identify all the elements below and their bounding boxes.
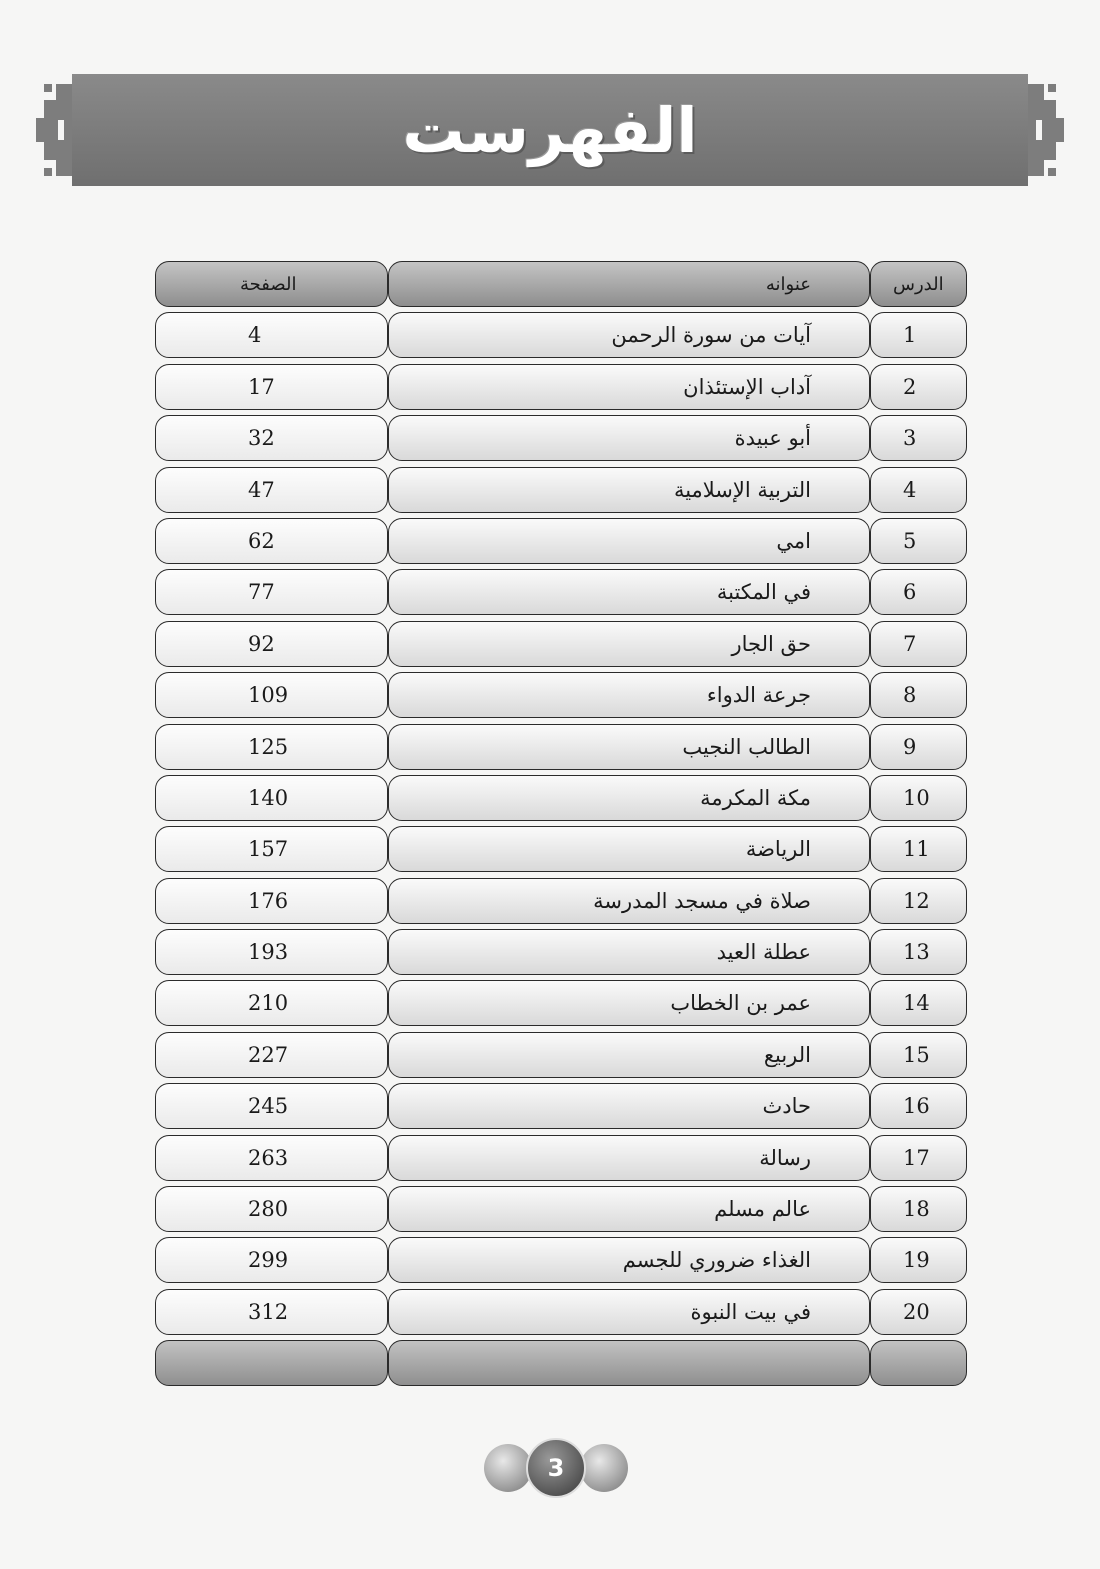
page-cell: 176	[155, 878, 388, 924]
table-row	[155, 1287, 967, 1338]
lesson-cell: 10	[870, 775, 967, 821]
page-cell: 210	[155, 980, 388, 1026]
lesson-cell: 18	[870, 1186, 967, 1232]
lesson-cell: 5	[870, 518, 967, 564]
lesson-cell: 17	[870, 1135, 967, 1181]
page-cell: 299	[155, 1237, 388, 1283]
lesson-cell: 15	[870, 1032, 967, 1078]
lesson-cell: 12	[870, 878, 967, 924]
header-page: الصفحة	[155, 261, 388, 307]
table-row	[155, 465, 967, 516]
title-cell: آيات من سورة الرحمن	[388, 312, 870, 358]
title-cell: حادث	[388, 1083, 870, 1129]
table-footer-row	[155, 1338, 967, 1389]
title-cell: في بيت النبوة	[388, 1289, 870, 1335]
page-cell: 263	[155, 1135, 388, 1181]
lesson-cell: 9	[870, 724, 967, 770]
page-cell: 92	[155, 621, 388, 667]
title-cell: امي	[388, 518, 870, 564]
title-cell: جرعة الدواء	[388, 672, 870, 718]
page-cell: 227	[155, 1032, 388, 1078]
table-row	[155, 670, 967, 721]
page-title: الفهرست	[402, 93, 698, 167]
title-cell: عالم مسلم	[388, 1186, 870, 1232]
lesson-cell: 2	[870, 364, 967, 410]
title-cell: آداب الإستئذان	[388, 364, 870, 410]
table-row	[155, 1235, 967, 1286]
title-cell: رسالة	[388, 1135, 870, 1181]
lesson-cell: 13	[870, 929, 967, 975]
page-cell: 157	[155, 826, 388, 872]
table-row	[155, 773, 967, 824]
footer-cell	[155, 1340, 388, 1386]
lesson-cell: 6	[870, 569, 967, 615]
footer-cell	[870, 1340, 967, 1386]
table-row	[155, 1030, 967, 1081]
title-cell: أبو عبيدة	[388, 415, 870, 461]
page-cell: 245	[155, 1083, 388, 1129]
lesson-cell: 11	[870, 826, 967, 872]
table-row	[155, 413, 967, 464]
page-cell: 77	[155, 569, 388, 615]
table-row	[155, 1081, 967, 1132]
header-lesson: الدرس	[870, 261, 967, 307]
title-cell: التربية الإسلامية	[388, 467, 870, 513]
lesson-cell: 8	[870, 672, 967, 718]
lesson-cell: 4	[870, 467, 967, 513]
table-row	[155, 567, 967, 618]
table-row	[155, 1133, 967, 1184]
page-number: 3	[547, 1454, 565, 1482]
title-cell: الرياضة	[388, 826, 870, 872]
table-row	[155, 824, 967, 875]
lesson-cell: 7	[870, 621, 967, 667]
footer-cell	[388, 1340, 870, 1386]
title-cell: حق الجار	[388, 621, 870, 667]
table-row	[155, 978, 967, 1029]
title-cell: الربيع	[388, 1032, 870, 1078]
page-cell: 17	[155, 364, 388, 410]
table-row	[155, 516, 967, 567]
table-row	[155, 927, 967, 978]
contents-table	[155, 259, 967, 1390]
page-cell: 109	[155, 672, 388, 718]
title-cell: مكة المكرمة	[388, 775, 870, 821]
title-banner	[36, 74, 1064, 186]
table-row	[155, 619, 967, 670]
table-header-row	[155, 259, 967, 310]
table-row	[155, 362, 967, 413]
page-cell: 32	[155, 415, 388, 461]
lesson-cell: 3	[870, 415, 967, 461]
page-cell: 280	[155, 1186, 388, 1232]
table-row	[155, 310, 967, 361]
lesson-cell: 1	[870, 312, 967, 358]
title-cell: في المكتبة	[388, 569, 870, 615]
title-cell: صلاة في مسجد المدرسة	[388, 878, 870, 924]
page-cell: 312	[155, 1289, 388, 1335]
page-cell: 4	[155, 312, 388, 358]
lesson-cell: 20	[870, 1289, 967, 1335]
table-row	[155, 722, 967, 773]
page-number-badge	[482, 1436, 630, 1500]
page-cell: 140	[155, 775, 388, 821]
lesson-cell: 19	[870, 1237, 967, 1283]
page-cell: 62	[155, 518, 388, 564]
lesson-cell: 16	[870, 1083, 967, 1129]
page-cell: 125	[155, 724, 388, 770]
page-cell: 193	[155, 929, 388, 975]
title-cell: الغذاء ضروري للجسم	[388, 1237, 870, 1283]
title-cell: عطلة العيد	[388, 929, 870, 975]
title-cell: الطالب النجيب	[388, 724, 870, 770]
table-row	[155, 876, 967, 927]
table-row	[155, 1184, 967, 1235]
page-cell: 47	[155, 467, 388, 513]
lesson-cell: 14	[870, 980, 967, 1026]
header-title: عنوانه	[388, 261, 870, 307]
title-cell: عمر بن الخطاب	[388, 980, 870, 1026]
